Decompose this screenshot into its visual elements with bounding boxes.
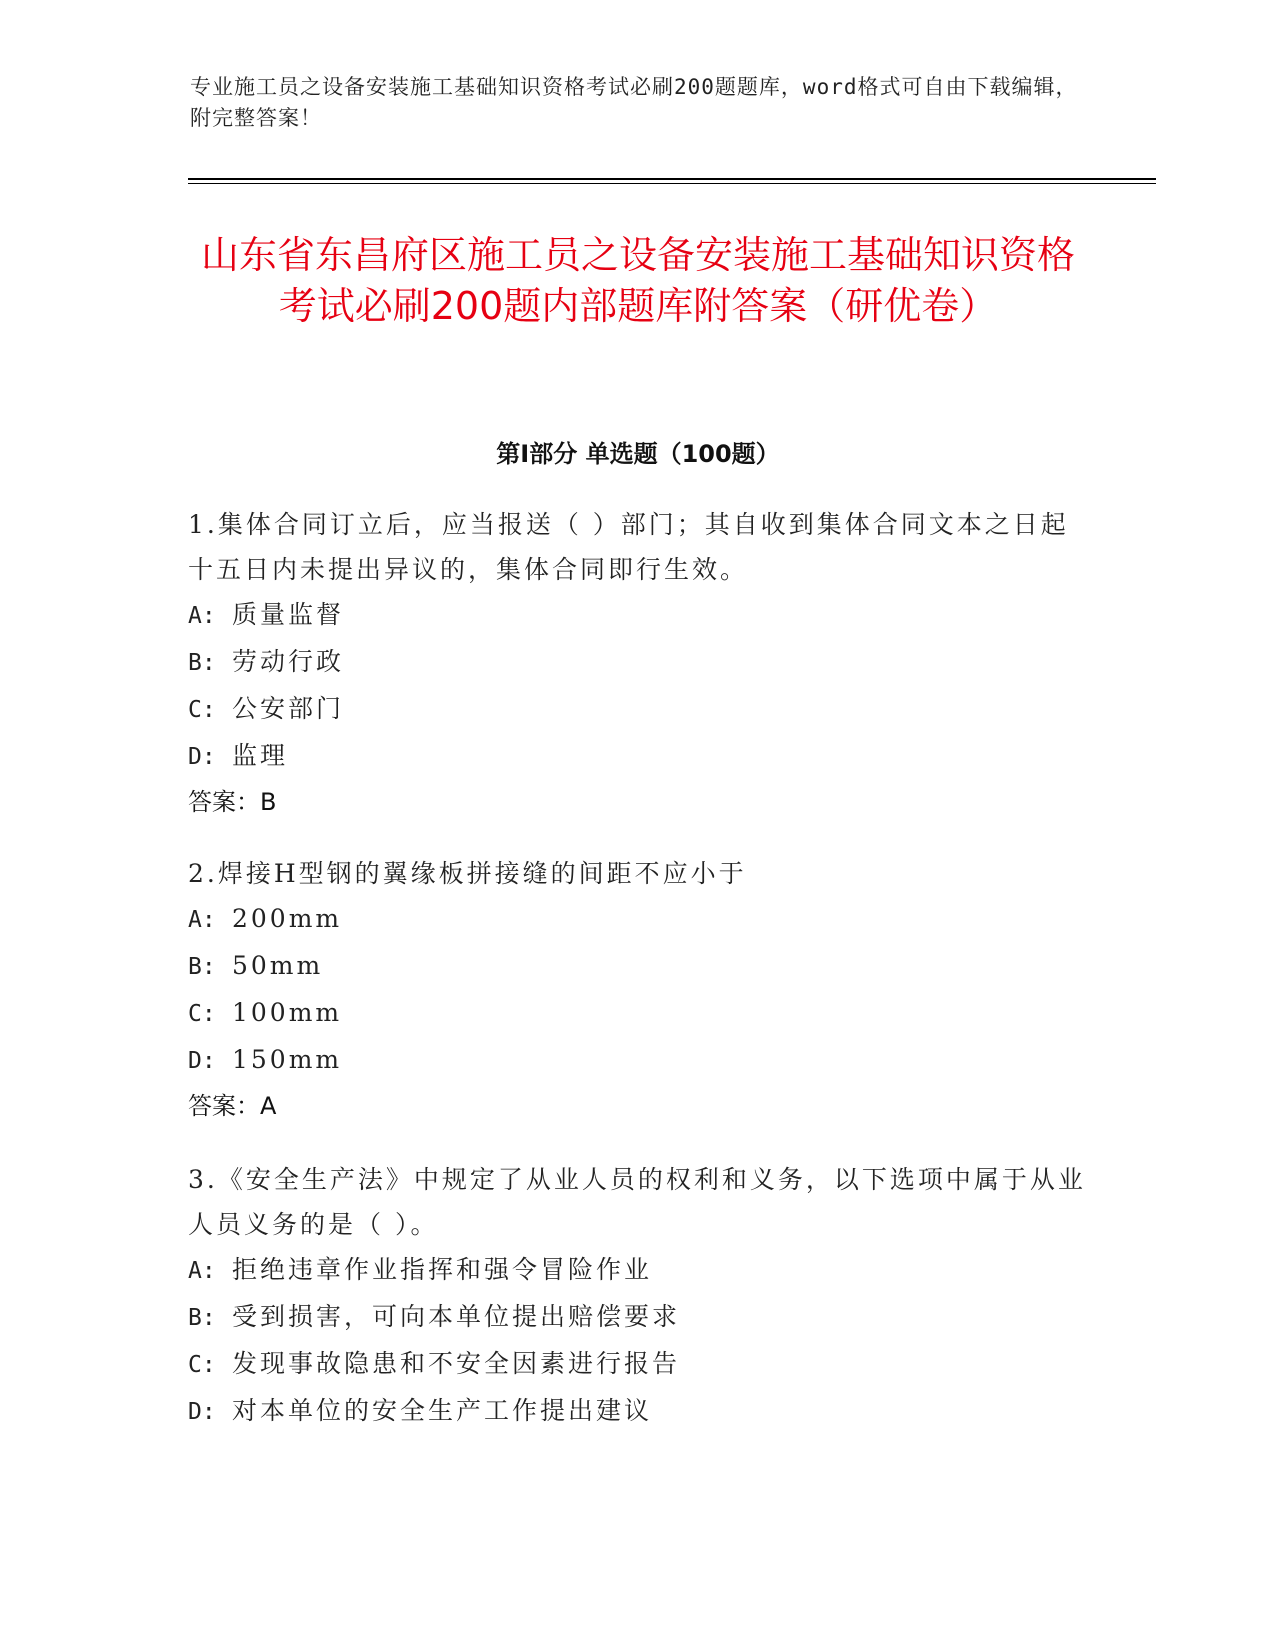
option-text: 200mm xyxy=(232,904,343,933)
option-key: A: xyxy=(188,603,216,629)
header-rule-thick xyxy=(188,178,1156,180)
option-key: D: xyxy=(188,1399,216,1425)
option-key: B: xyxy=(188,1305,216,1331)
header-rule-thin xyxy=(188,183,1156,184)
question-1 xyxy=(188,502,1088,825)
question-2 xyxy=(188,851,1088,1129)
option-text: 100mm xyxy=(232,998,343,1027)
option-d xyxy=(188,733,1088,780)
option-d xyxy=(188,1037,1088,1084)
question-stem: 2.焊接H型钢的翼缘板拼接缝的间距不应小于 xyxy=(188,859,747,888)
header-note: 专业施工员之设备安装施工基础知识资格考试必刷200题题库，word格式可自由下载编辑，附完整答案！ xyxy=(190,75,1078,130)
option-a xyxy=(188,1247,1088,1294)
document-title: 山东省东昌府区施工员之设备安装施工基础知识资格考试必刷200题内部题库附答案（研优卷） xyxy=(200,233,1075,328)
option-b xyxy=(188,1294,1088,1341)
option-text: 拒绝违章作业指挥和强令冒险作业 xyxy=(232,1255,653,1284)
question-stem: 1.集体合同订立后，应当报送（ ）部门；其自收到集体合同文本之日起十五日内未提出异议的，集体合同即行生效。 xyxy=(188,510,1069,584)
option-key: A: xyxy=(188,1258,216,1284)
option-b xyxy=(188,639,1088,686)
answer: 答案：A xyxy=(188,1092,277,1120)
option-c xyxy=(188,686,1088,733)
option-key: B: xyxy=(188,954,216,980)
option-d xyxy=(188,1388,1088,1435)
option-c xyxy=(188,990,1088,1037)
option-key: D: xyxy=(188,1048,216,1074)
option-text: 150mm xyxy=(232,1045,343,1074)
option-text: 公安部门 xyxy=(232,694,345,723)
option-text: 劳动行政 xyxy=(232,647,345,676)
option-key: A: xyxy=(188,907,216,933)
option-key: C: xyxy=(188,1352,216,1378)
option-c xyxy=(188,1341,1088,1388)
option-key: B: xyxy=(188,650,216,676)
option-key: D: xyxy=(188,744,216,770)
option-text: 50mm xyxy=(232,951,324,980)
option-key: C: xyxy=(188,697,216,723)
section-title: 第Ⅰ部分 单选题（100题） xyxy=(496,440,780,468)
option-text: 受到损害，可向本单位提出赔偿要求 xyxy=(232,1302,681,1331)
option-b xyxy=(188,943,1088,990)
option-a xyxy=(188,896,1088,943)
option-text: 对本单位的安全生产工作提出建议 xyxy=(232,1396,653,1425)
option-text: 监理 xyxy=(232,741,289,770)
answer: 答案：B xyxy=(188,788,277,816)
option-text: 质量监督 xyxy=(232,600,345,629)
option-text: 发现事故隐患和不安全因素进行报告 xyxy=(232,1349,681,1378)
option-a xyxy=(188,592,1088,639)
option-key: C: xyxy=(188,1001,216,1027)
question-stem: 3.《安全生产法》中规定了从业人员的权利和义务，以下选项中属于从业人员义务的是（ ）。 xyxy=(188,1165,1086,1239)
question-3 xyxy=(188,1157,1088,1435)
